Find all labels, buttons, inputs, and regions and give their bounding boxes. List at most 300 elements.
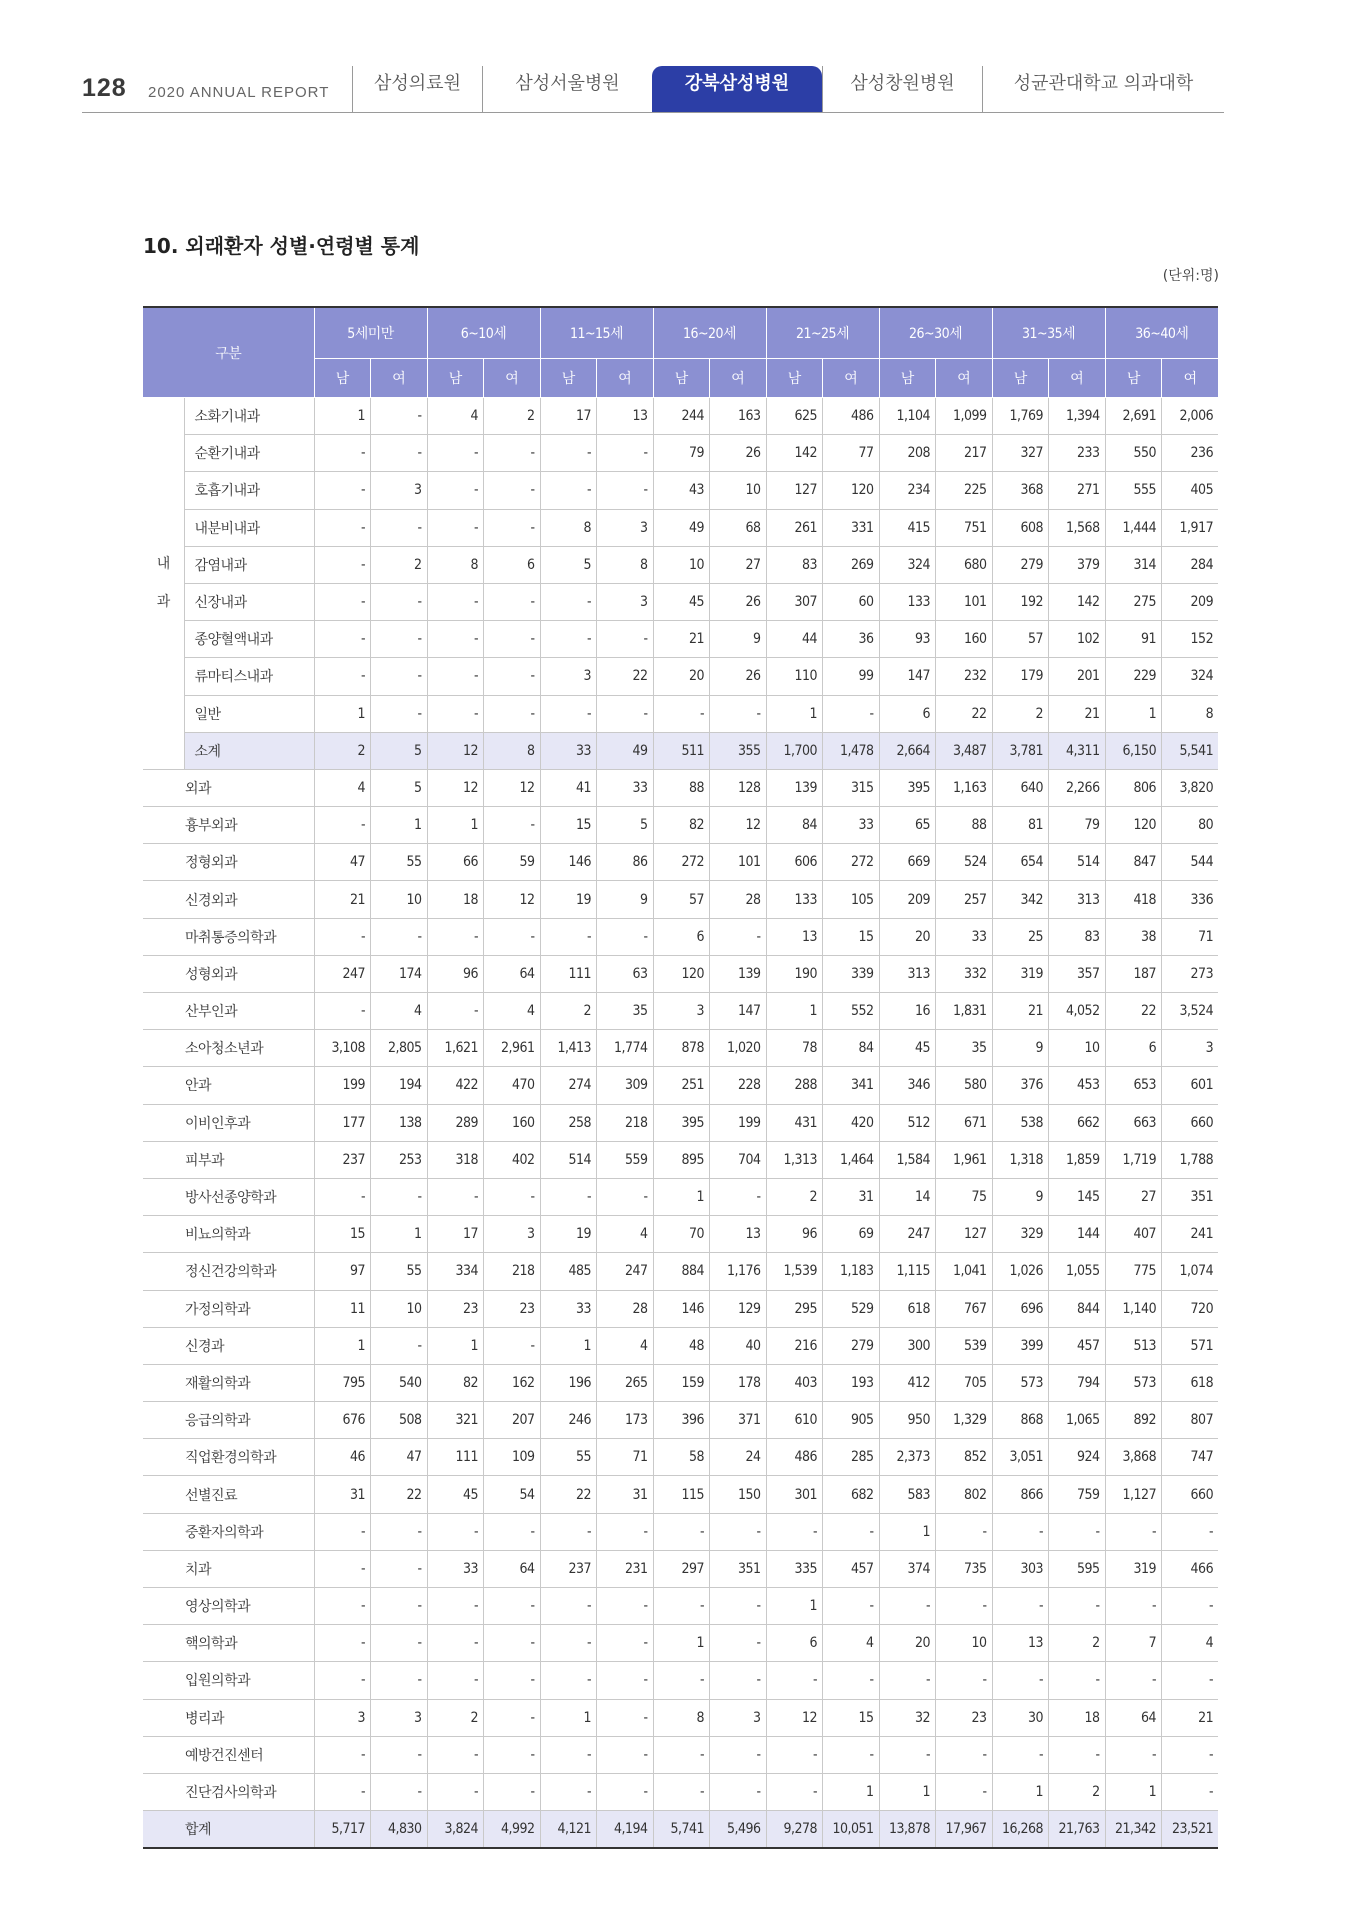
table-cell: 580	[936, 1067, 993, 1104]
table-cell: 2	[427, 1699, 484, 1736]
table-cell: 324	[879, 546, 936, 583]
table-cell: 12	[484, 769, 541, 806]
row-label: 재활의학과	[143, 1364, 314, 1401]
table-cell: 852	[936, 1439, 993, 1476]
table-cell: -	[484, 918, 541, 955]
table-cell: -	[766, 1773, 823, 1810]
table-cell: 610	[766, 1402, 823, 1439]
row-label: 소아청소년과	[143, 1030, 314, 1067]
table-cell: -	[371, 658, 428, 695]
table-cell: 1	[823, 1773, 880, 1810]
table-cell: 351	[1162, 1178, 1219, 1215]
table-cell: 3	[597, 583, 654, 620]
male-header: 남	[992, 359, 1049, 398]
table-cell: 313	[879, 955, 936, 992]
table-row	[143, 955, 1218, 992]
table-cell: 273	[1162, 955, 1219, 992]
table-cell: 79	[653, 435, 710, 472]
table-cell: -	[371, 509, 428, 546]
table-cell: 101	[936, 583, 993, 620]
table-cell: 555	[1105, 472, 1162, 509]
table-cell: 892	[1105, 1402, 1162, 1439]
table-row	[143, 1104, 1218, 1141]
table-cell: 431	[766, 1104, 823, 1141]
table-cell: 884	[653, 1253, 710, 1290]
table-cell: 77	[823, 435, 880, 472]
table-cell: 309	[597, 1067, 654, 1104]
table-cell: -	[371, 1327, 428, 1364]
age-group-header: 16~20세	[653, 307, 766, 359]
table-row	[143, 1178, 1218, 1215]
table-cell: 21	[992, 993, 1049, 1030]
table-cell: 1,788	[1162, 1141, 1219, 1178]
table-cell: 21,763	[1049, 1811, 1106, 1849]
table-row	[143, 881, 1218, 918]
table-cell: 457	[823, 1550, 880, 1587]
table-cell: 27	[710, 546, 767, 583]
table-cell: 1,478	[823, 732, 880, 769]
row-label: 신경외과	[143, 881, 314, 918]
table-cell: -	[992, 1736, 1049, 1773]
table-cell: 3,051	[992, 1439, 1049, 1476]
table-cell: 608	[992, 509, 1049, 546]
table-cell: 654	[992, 844, 1049, 881]
table-cell: 1,055	[1049, 1253, 1106, 1290]
table-cell: -	[879, 1662, 936, 1699]
table-cell: 22	[540, 1476, 597, 1513]
table-cell: 201	[1049, 658, 1106, 695]
table-row	[143, 695, 1218, 732]
table-cell: 138	[371, 1104, 428, 1141]
table-cell: 1,769	[992, 398, 1049, 435]
tab-skku-medical-school[interactable]: 성균관대학교 의과대학	[982, 66, 1224, 112]
table-cell: -	[710, 1513, 767, 1550]
table-cell: 208	[879, 435, 936, 472]
table-cell: -	[314, 583, 371, 620]
table-cell: 3	[597, 509, 654, 546]
table-cell: 806	[1105, 769, 1162, 806]
table-cell: 2	[992, 695, 1049, 732]
row-label: 일반	[184, 695, 314, 732]
table-cell: 301	[766, 1476, 823, 1513]
table-cell: 31	[597, 1476, 654, 1513]
table-cell: 57	[992, 621, 1049, 658]
row-label: 류마티스내과	[184, 658, 314, 695]
table-cell: -	[484, 658, 541, 695]
table-cell: -	[427, 658, 484, 695]
table-cell: 407	[1105, 1216, 1162, 1253]
table-cell: 44	[766, 621, 823, 658]
table-cell: -	[597, 1513, 654, 1550]
table-cell: 13	[597, 398, 654, 435]
row-label: 내분비내과	[184, 509, 314, 546]
table-cell: 55	[540, 1439, 597, 1476]
table-row	[143, 1216, 1218, 1253]
table-cell: 228	[710, 1067, 767, 1104]
table-cell: 1	[371, 807, 428, 844]
table-cell: -	[766, 1513, 823, 1550]
table-cell: -	[371, 1513, 428, 1550]
table-cell: 5,717	[314, 1811, 371, 1849]
table-cell: -	[371, 1662, 428, 1699]
outpatient-stats-table	[143, 306, 1218, 1849]
table-cell: -	[371, 695, 428, 732]
row-label: 산부인과	[143, 993, 314, 1030]
table-cell: 218	[597, 1104, 654, 1141]
table-row	[143, 918, 1218, 955]
table-cell: 807	[1162, 1402, 1219, 1439]
table-cell: -	[314, 1736, 371, 1773]
table-cell: 1	[371, 1216, 428, 1253]
table-cell: 339	[823, 955, 880, 992]
table-cell: 418	[1105, 881, 1162, 918]
table-cell: 2	[766, 1178, 823, 1215]
table-cell: -	[314, 1178, 371, 1215]
table-cell: -	[540, 1736, 597, 1773]
tab-samsung-seoul-hospital[interactable]: 삼성서울병원	[482, 66, 652, 112]
table-cell: -	[823, 1736, 880, 1773]
table-cell: 20	[653, 658, 710, 695]
table-cell: 225	[936, 472, 993, 509]
table-cell: -	[484, 807, 541, 844]
table-cell: -	[653, 1588, 710, 1625]
table-cell: 583	[879, 1476, 936, 1513]
table-cell: 514	[540, 1141, 597, 1178]
row-label: 성형외과	[143, 955, 314, 992]
table-cell: 2,664	[879, 732, 936, 769]
table-cell: 2,373	[879, 1439, 936, 1476]
table-cell: 15	[823, 918, 880, 955]
table-cell: 247	[314, 955, 371, 992]
table-cell: 147	[879, 658, 936, 695]
table-cell: -	[371, 1178, 428, 1215]
table-cell: 162	[484, 1364, 541, 1401]
table-cell: 303	[992, 1550, 1049, 1587]
table-cell: 573	[992, 1364, 1049, 1401]
female-header: 여	[1162, 359, 1219, 398]
table-cell: 1,115	[879, 1253, 936, 1290]
table-cell: 127	[936, 1216, 993, 1253]
tab-samsung-changwon-hospital[interactable]: 삼성창원병원	[822, 66, 982, 112]
table-cell: -	[427, 583, 484, 620]
table-cell: 300	[879, 1327, 936, 1364]
table-cell: 152	[1162, 621, 1219, 658]
age-group-header: 11~15세	[540, 307, 653, 359]
table-cell: -	[484, 435, 541, 472]
table-cell: 17	[427, 1216, 484, 1253]
table-cell: 36	[823, 621, 880, 658]
table-cell: 23,521	[1162, 1811, 1219, 1849]
table-cell: -	[427, 1736, 484, 1773]
table-row	[143, 472, 1218, 509]
female-header: 여	[710, 359, 767, 398]
table-cell: 8	[653, 1699, 710, 1736]
table-cell: 12	[766, 1699, 823, 1736]
row-label: 감염내과	[184, 546, 314, 583]
table-cell: 21	[653, 621, 710, 658]
age-header-row	[143, 307, 1218, 359]
table-cell: 199	[710, 1104, 767, 1141]
table-cell: 246	[540, 1402, 597, 1439]
table-cell: 1	[314, 398, 371, 435]
table-cell: -	[427, 1625, 484, 1662]
table-cell: 244	[653, 398, 710, 435]
table-cell: 88	[653, 769, 710, 806]
row-label: 영상의학과	[143, 1588, 314, 1625]
table-cell: 371	[710, 1402, 767, 1439]
table-cell: 10	[653, 546, 710, 583]
table-cell: 21,342	[1105, 1811, 1162, 1849]
table-cell: 2	[371, 546, 428, 583]
table-cell: 13	[710, 1216, 767, 1253]
table-cell: 139	[766, 769, 823, 806]
table-cell: 96	[427, 955, 484, 992]
table-cell: 334	[427, 1253, 484, 1290]
table-cell: 10	[936, 1625, 993, 1662]
table-row	[143, 807, 1218, 844]
table-cell: 247	[597, 1253, 654, 1290]
table-cell: 1,041	[936, 1253, 993, 1290]
table-cell: 618	[1162, 1364, 1219, 1401]
table-cell: -	[314, 918, 371, 955]
table-cell: -	[597, 1178, 654, 1215]
table-cell: 144	[1049, 1216, 1106, 1253]
group-label-char: 과	[156, 594, 170, 611]
table-cell: 1,444	[1105, 509, 1162, 546]
table-cell: -	[766, 1736, 823, 1773]
table-cell: 1,065	[1049, 1402, 1106, 1439]
table-cell: 289	[427, 1104, 484, 1141]
table-cell: -	[314, 1550, 371, 1587]
table-cell: -	[1105, 1513, 1162, 1550]
table-cell: -	[879, 1736, 936, 1773]
table-cell: -	[314, 658, 371, 695]
table-cell: 78	[766, 1030, 823, 1067]
table-cell: -	[710, 1625, 767, 1662]
table-cell: 8	[484, 732, 541, 769]
table-cell: 1,318	[992, 1141, 1049, 1178]
table-cell: 49	[597, 732, 654, 769]
table-cell: 6	[879, 695, 936, 732]
table-cell: 4	[597, 1327, 654, 1364]
table-cell: 19	[540, 881, 597, 918]
table-cell: -	[936, 1588, 993, 1625]
row-label: 소화기내과	[184, 398, 314, 435]
table-row	[143, 1476, 1218, 1513]
table-cell: 68	[710, 509, 767, 546]
table-cell: 22	[1105, 993, 1162, 1030]
table-cell: 288	[766, 1067, 823, 1104]
table-cell: 12	[427, 732, 484, 769]
table-cell: -	[597, 1662, 654, 1699]
table-cell: 237	[540, 1550, 597, 1587]
row-label: 합계	[143, 1811, 314, 1849]
table-cell: 660	[1162, 1104, 1219, 1141]
table-cell: 3,524	[1162, 993, 1219, 1030]
table-cell: -	[427, 1178, 484, 1215]
male-header: 남	[879, 359, 936, 398]
table-cell: 25	[992, 918, 1049, 955]
table-cell: 571	[1162, 1327, 1219, 1364]
table-cell: 13	[992, 1625, 1049, 1662]
table-cell: 866	[992, 1476, 1049, 1513]
table-cell: 346	[879, 1067, 936, 1104]
table-cell: 16,268	[992, 1811, 1049, 1849]
table-cell: 376	[992, 1067, 1049, 1104]
table-cell: -	[484, 1662, 541, 1699]
table-cell: 844	[1049, 1290, 1106, 1327]
table-cell: -	[1049, 1588, 1106, 1625]
table-cell: -	[710, 1773, 767, 1810]
table-cell: 285	[823, 1439, 880, 1476]
table-cell: 70	[653, 1216, 710, 1253]
table-cell: 1	[653, 1178, 710, 1215]
table-cell: 120	[1105, 807, 1162, 844]
table-cell: 284	[1162, 546, 1219, 583]
table-cell: -	[1049, 1662, 1106, 1699]
table-cell: 41	[540, 769, 597, 806]
table-cell: 1	[653, 1625, 710, 1662]
table-cell: -	[371, 621, 428, 658]
table-cell: 313	[1049, 881, 1106, 918]
row-label: 종양혈액내과	[184, 621, 314, 658]
table-cell: 1	[540, 1699, 597, 1736]
table-cell: -	[766, 1662, 823, 1699]
table-cell: 2	[314, 732, 371, 769]
table-cell: 6	[653, 918, 710, 955]
table-cell: 4,052	[1049, 993, 1106, 1030]
table-cell: -	[314, 435, 371, 472]
table-cell: 13,878	[879, 1811, 936, 1849]
table-cell: 3	[484, 1216, 541, 1253]
table-row	[143, 621, 1218, 658]
male-header: 남	[653, 359, 710, 398]
table-cell: 1,099	[936, 398, 993, 435]
table-cell: 319	[992, 955, 1049, 992]
table-cell: 35	[936, 1030, 993, 1067]
table-cell: -	[879, 1588, 936, 1625]
table-cell: 160	[936, 621, 993, 658]
table-cell: 663	[1105, 1104, 1162, 1141]
table-cell: -	[314, 1662, 371, 1699]
table-cell: 794	[1049, 1364, 1106, 1401]
table-cell: 6	[1105, 1030, 1162, 1067]
table-cell: 279	[823, 1327, 880, 1364]
table-cell: 466	[1162, 1550, 1219, 1587]
table-cell: 1	[766, 993, 823, 1030]
table-cell: 878	[653, 1030, 710, 1067]
table-cell: -	[540, 1178, 597, 1215]
age-group-header: 5세미만	[314, 307, 427, 359]
table-cell: 6,150	[1105, 732, 1162, 769]
table-cell: 145	[1049, 1178, 1106, 1215]
table-cell: -	[540, 1662, 597, 1699]
table-cell: 1	[766, 695, 823, 732]
table-cell: -	[314, 1588, 371, 1625]
table-cell: 6	[484, 546, 541, 583]
table-cell: 405	[1162, 472, 1219, 509]
table-cell: -	[484, 1327, 541, 1364]
table-cell: -	[936, 1513, 993, 1550]
table-cell: 1,859	[1049, 1141, 1106, 1178]
table-cell: 1	[1105, 695, 1162, 732]
table-cell: 5	[371, 732, 428, 769]
report-title: 2020 ANNUAL REPORT	[148, 84, 330, 101]
table-cell: 544	[1162, 844, 1219, 881]
table-cell: 71	[1162, 918, 1219, 955]
table-cell: 2	[484, 398, 541, 435]
table-cell: 177	[314, 1104, 371, 1141]
table-cell: 142	[766, 435, 823, 472]
table-cell: -	[1105, 1662, 1162, 1699]
table-cell: 1,140	[1105, 1290, 1162, 1327]
tab-kangbuk-samsung-hospital[interactable]: 강북삼성병원	[652, 66, 822, 112]
table-cell: -	[427, 1773, 484, 1810]
table-cell: -	[710, 695, 767, 732]
male-header: 남	[540, 359, 597, 398]
table-cell: 8	[540, 509, 597, 546]
table-cell: 669	[879, 844, 936, 881]
table-cell: 88	[936, 807, 993, 844]
female-header: 여	[936, 359, 993, 398]
table-cell: 9	[710, 621, 767, 658]
table-cell: 9	[992, 1030, 1049, 1067]
table-cell: -	[314, 807, 371, 844]
table-cell: 676	[314, 1402, 371, 1439]
unit-label: (단위:명)	[1162, 268, 1219, 284]
row-label: 피부과	[143, 1141, 314, 1178]
table-cell: -	[427, 435, 484, 472]
table-cell: 318	[427, 1141, 484, 1178]
table-cell: 924	[1049, 1439, 1106, 1476]
table-row	[143, 509, 1218, 546]
table-cell: 272	[653, 844, 710, 881]
row-label: 병리과	[143, 1699, 314, 1736]
table-cell: 1,464	[823, 1141, 880, 1178]
row-label: 입원의학과	[143, 1662, 314, 1699]
table-row	[143, 1773, 1218, 1810]
table-cell: 802	[936, 1476, 993, 1513]
group-label-char: 내	[156, 556, 170, 573]
table-cell: 11	[314, 1290, 371, 1327]
table-cell: 163	[710, 398, 767, 435]
table-cell: -	[992, 1662, 1049, 1699]
table-cell: 7	[1105, 1625, 1162, 1662]
total-row	[143, 1811, 1218, 1849]
table-cell: 279	[992, 546, 1049, 583]
table-cell: 79	[1049, 807, 1106, 844]
table-cell: 1	[427, 807, 484, 844]
table-cell: -	[597, 472, 654, 509]
table-cell: 1	[879, 1513, 936, 1550]
table-cell: 1	[766, 1588, 823, 1625]
table-cell: 847	[1105, 844, 1162, 881]
tab-samsung-medical-center[interactable]: 삼성의료원	[352, 66, 482, 112]
table-cell: 514	[1049, 844, 1106, 881]
table-cell: -	[1162, 1773, 1219, 1810]
table-cell: 1	[540, 1327, 597, 1364]
table-cell: 1,621	[427, 1030, 484, 1067]
table-cell: 232	[936, 658, 993, 695]
table-cell: 209	[879, 881, 936, 918]
table-row	[143, 1030, 1218, 1067]
table-row	[143, 1662, 1218, 1699]
table-cell: 3,868	[1105, 1439, 1162, 1476]
table-row	[143, 769, 1218, 806]
table-cell: 5,741	[653, 1811, 710, 1849]
table-cell: -	[1049, 1513, 1106, 1550]
table-cell: -	[371, 398, 428, 435]
